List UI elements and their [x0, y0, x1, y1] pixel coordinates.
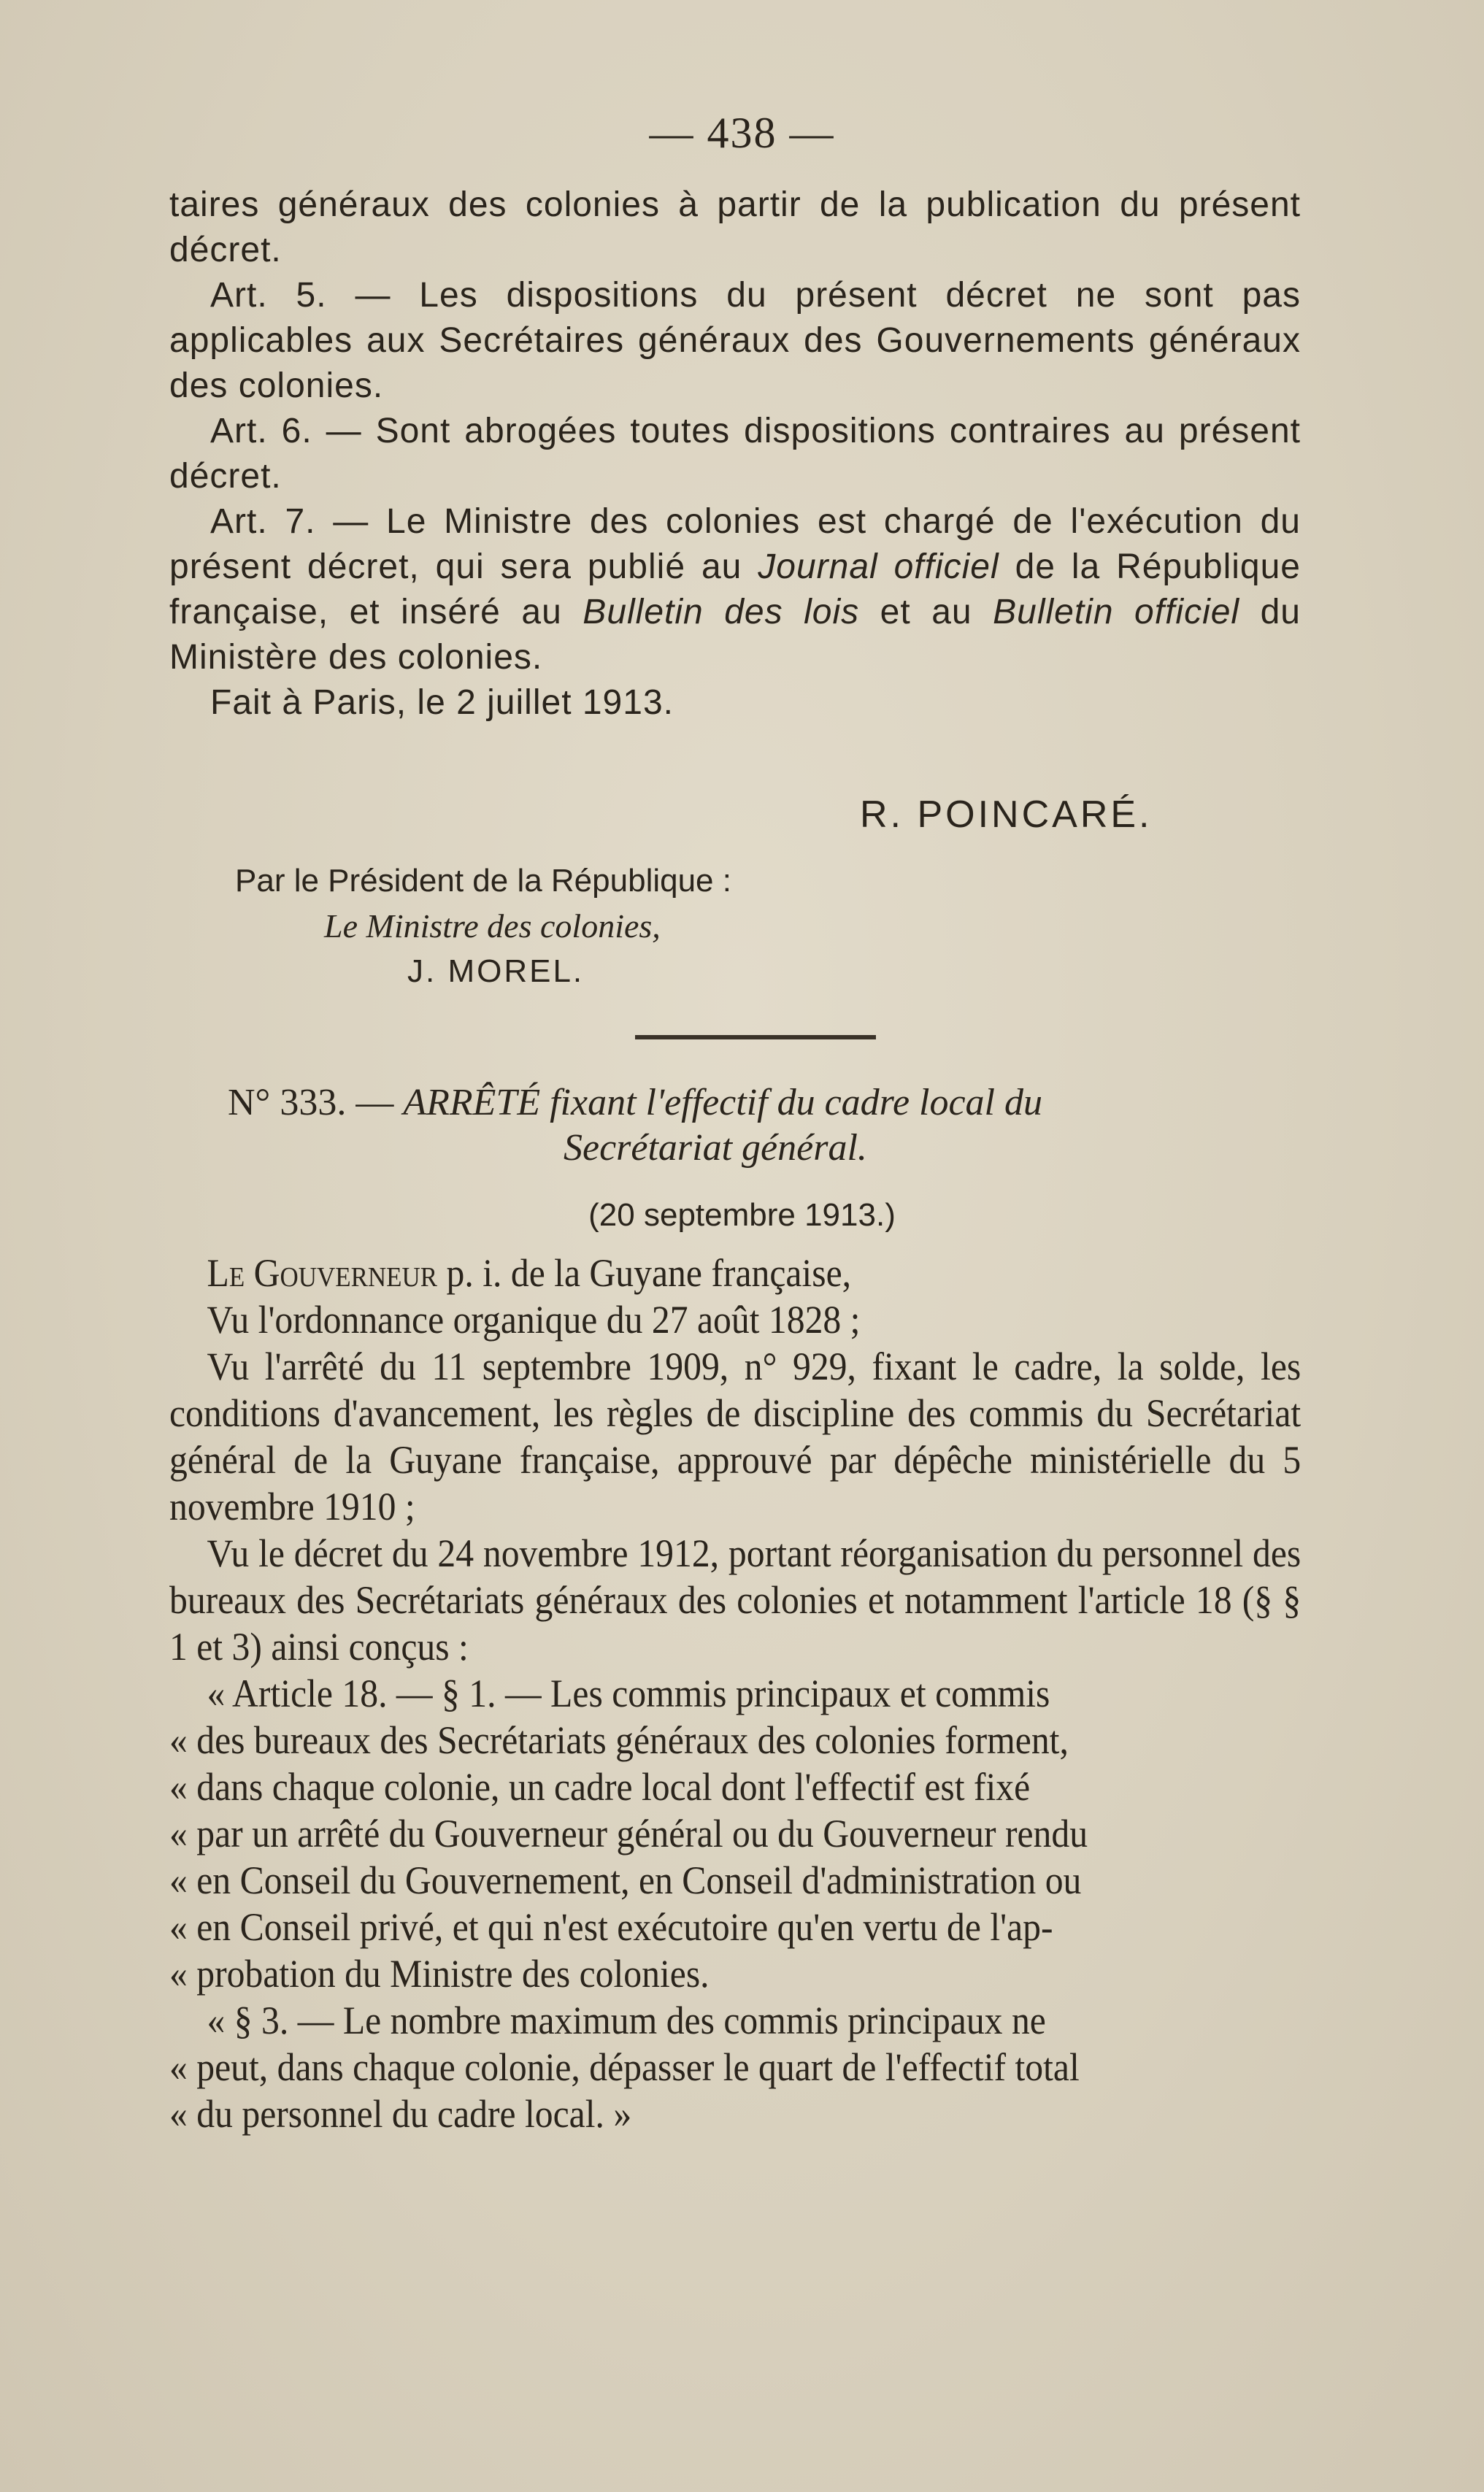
quote-line: « des bureaux des Secrétariats généraux des colonies forment, [169, 1718, 1069, 1762]
governor-line [169, 1250, 1301, 1296]
countersign-line-president: Par le Président de la République : [235, 863, 731, 899]
governor-rest: p. i. de la Guyane française, [437, 1251, 852, 1295]
article-7-text-d: du Ministère des colonies. [169, 593, 1302, 677]
quoted-article-18 [169, 1670, 1301, 2137]
decree-date: (20 septembre 1913.) [588, 1197, 896, 1233]
vu-arrete: Vu l'arrêté du 11 septembre 1909, n° 929, fixant le cadre, la solde, les conditions d'avancement, les règles de discipline des commis du Secrétariat général de la Guyane française, approuvé par dépêche ministérielle du 5 novembre 1910 ; [169, 1345, 1302, 1528]
article-5: Art. 5. — Les dispositions du présent décret ne sont pas applicables aux Secrétaires généraux des Gouvernements généraux des colonies. [169, 276, 1301, 405]
quote-line: « Article 18. — § 1. — Les commis principaux et commis [207, 1672, 1050, 1715]
article-7-text-b: de la République française, et inséré au [169, 547, 1301, 631]
decree-title-line-2: Secrétariat général. [564, 1127, 867, 1169]
decree-title [228, 1080, 1250, 1171]
quote-line: « peut, dans chaque colonie, dépasser le quart de l'effectif total [169, 2045, 1080, 2089]
article-7 [169, 499, 1301, 680]
quote-line: « par un arrêté du Gouverneur général ou du Gouverneur rendu [169, 1812, 1088, 1855]
decree-title-a: ARRÊTÉ fixant l'effectif du cadre local du [403, 1082, 1043, 1123]
signature-poincare: R. POINCARÉ. [860, 793, 1153, 836]
countersign-name: J. MOREL. [407, 953, 585, 989]
article-6: Art. 6. — Sont abrogées toutes dispositions contraires au présent décret. [169, 412, 1301, 496]
governor-title: Le Gouverneur [207, 1251, 438, 1295]
paragraph-continuation: taires généraux des colonies à partir de la publication du présent décret. [169, 185, 1301, 269]
quote-line: « dans chaque colonie, un cadre local dont l'effectif est fixé [169, 1765, 1031, 1809]
countersignature [235, 858, 731, 994]
article-7-text-a: Art. 7. — Le Ministre des colonies est chargé de l'exécution du présent décret, qui sera publié au [169, 502, 1301, 586]
quote-line: « probation du Ministre des colonies. [169, 1952, 710, 1996]
quote-line: « § 3. — Le nombre maximum des commis principaux ne [207, 1999, 1046, 2042]
vu-ordonnance: Vu l'ordonnance organique du 27 août 1828 ; [207, 1298, 861, 1342]
vu-decret: Vu le décret du 24 novembre 1912, portant réorganisation du personnel des bureaux des Secrétariats généraux des colonies et notamment l'article 18 (§ § 1 et 3) ainsi conçus : [169, 1531, 1302, 1669]
quote-line: « du personnel du cadre local. » [169, 2092, 632, 2136]
article-7-text-c: et au [859, 593, 993, 631]
decree-continuation [169, 182, 1301, 726]
page-number: — 438 — [649, 109, 835, 157]
quote-line: « en Conseil du Gouvernement, en Conseil d'administration ou [169, 1858, 1082, 1902]
decree-number: N° 333. — [228, 1082, 404, 1123]
quote-line: « en Conseil privé, et qui n'est exécutoire qu'en vertu de l'ap- [169, 1905, 1053, 1949]
journal-officiel-ref: Journal officiel [758, 547, 999, 586]
section-divider [635, 1035, 876, 1039]
bulletin-des-lois-ref: Bulletin des lois [583, 593, 860, 631]
decree-title-line-1 [228, 1080, 1250, 1126]
fait-a-paris: Fait à Paris, le 2 juillet 1913. [210, 683, 674, 722]
bulletin-officiel-ref: Bulletin officiel [993, 593, 1240, 631]
countersign-line-minister: Le Ministre des colonies, [324, 907, 661, 945]
decree-body [169, 1250, 1301, 2137]
